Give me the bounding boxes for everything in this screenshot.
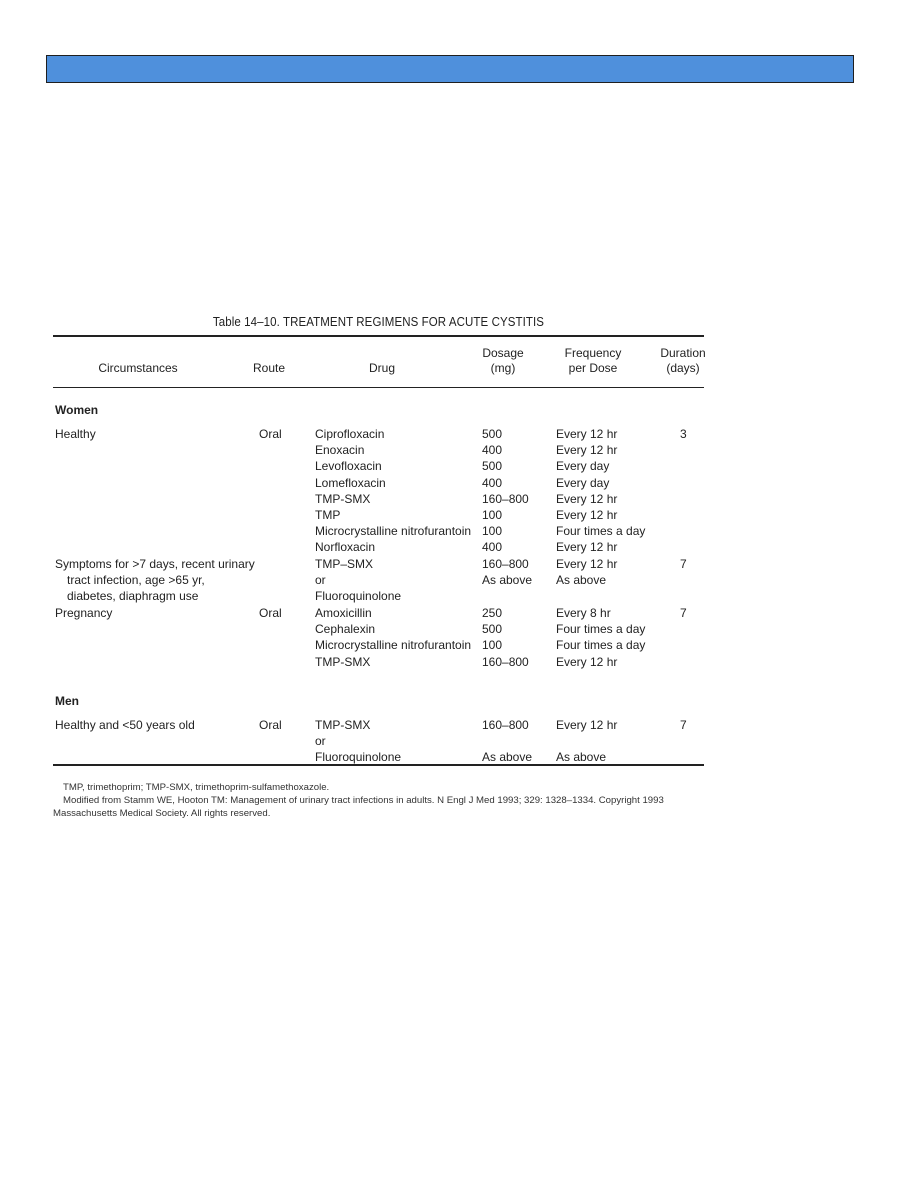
frequency-item: Every 12 hr <box>556 508 618 523</box>
duration-healthy: 3 <box>680 427 687 441</box>
frequency-list-men-healthy <box>556 717 617 766</box>
drug-item: or <box>315 573 326 588</box>
header-duration-line2: (days) <box>666 361 700 375</box>
drug-list-healthy <box>315 426 471 556</box>
section-women: Women <box>55 403 99 417</box>
dosage-list-men-healthy <box>482 717 532 766</box>
frequency-item: As above <box>556 750 607 765</box>
frequency-item: Four times a day <box>556 524 646 539</box>
header-dosage-line1: Dosage <box>482 346 524 360</box>
dosage-item: 500 <box>482 622 503 637</box>
frequency-item: Every 8 hr <box>556 606 611 620</box>
header-dosage <box>473 346 533 376</box>
drug-item: Cephalexin <box>315 622 376 637</box>
dosage-item: 160–800 <box>482 491 529 506</box>
drug-item: Microcrystalline nitrofurantoin <box>315 524 472 539</box>
drug-item: TMP <box>315 508 341 523</box>
drug-item: Lomefloxacin <box>315 475 386 490</box>
frequency-item: Every 12 hr <box>556 443 618 458</box>
circumstance-symptoms <box>55 556 255 605</box>
dosage-list-pregnancy <box>482 605 529 670</box>
drug-list-symptoms <box>315 556 401 605</box>
drug-item: TMP-SMX <box>315 654 371 669</box>
frequency-item: Every 12 hr <box>556 491 618 506</box>
dosage-item: 250 <box>482 606 503 620</box>
drug-item: Levofloxacin <box>315 459 382 474</box>
footnote-abbreviations: TMP, trimethoprim; TMP-SMX, trimethoprim-sulfamethoxazole. <box>63 782 330 793</box>
circumstance-healthy: Healthy <box>55 427 96 441</box>
duration-men-healthy: 7 <box>680 718 687 732</box>
dosage-item: 100 <box>482 638 503 653</box>
dosage-item: 400 <box>482 475 503 490</box>
header-route: Route <box>252 361 286 375</box>
header-frequency-line1: Frequency <box>564 346 622 360</box>
frequency-item: Every 12 hr <box>556 718 618 732</box>
frequency-item: As above <box>556 573 607 588</box>
dosage-item: As above <box>482 750 533 765</box>
circumstance-men-healthy: Healthy and <50 years old <box>55 718 195 732</box>
drug-item: Norfloxacin <box>315 540 376 555</box>
header-dosage-line2: (mg) <box>490 361 516 375</box>
table-body <box>53 388 704 764</box>
dosage-item: 160–800 <box>482 557 529 571</box>
header-bar <box>46 55 854 83</box>
dosage-list-symptoms <box>482 556 532 588</box>
frequency-list-symptoms <box>556 556 617 588</box>
dosage-item: 160–800 <box>482 718 529 732</box>
drug-list-pregnancy <box>315 605 471 670</box>
frequency-item: Four times a day <box>556 622 646 637</box>
circumstance-line: diabetes, diaphragm use <box>67 589 199 604</box>
drug-item: TMP–SMX <box>315 557 374 571</box>
duration-symptoms: 7 <box>680 557 687 571</box>
dosage-item: 500 <box>482 459 503 474</box>
table-header-row <box>53 337 704 387</box>
drug-item: Amoxicillin <box>315 606 372 620</box>
circumstance-pregnancy: Pregnancy <box>55 606 113 620</box>
footnote-source: Modified from Stamm WE, Hooton TM: Management of urinary tract infections in adults. N Engl J Med 1993; 329: 1328–1334. Copyright 1993 Massachusetts Medical Society. All rights reserved. <box>53 795 664 819</box>
drug-list-men-healthy <box>315 717 401 766</box>
header-circumstances: Circumstances <box>98 361 178 375</box>
dosage-item: 100 <box>482 508 503 523</box>
frequency-item: Every day <box>556 459 610 474</box>
dosage-spacer <box>482 733 532 749</box>
dosage-item: 400 <box>482 540 503 555</box>
dosage-item: 500 <box>482 427 503 441</box>
frequency-item: Every 12 hr <box>556 654 618 669</box>
circumstance-line: tract infection, age >65 yr, <box>67 573 205 588</box>
header-duration-line1: Duration <box>660 346 706 360</box>
frequency-item: Every 12 hr <box>556 540 618 555</box>
drug-item: or <box>315 734 326 749</box>
route-pregnancy: Oral <box>259 606 282 620</box>
dosage-item: As above <box>482 573 533 588</box>
frequency-item: Every 12 hr <box>556 557 618 571</box>
header-frequency-line2: per Dose <box>568 361 618 375</box>
dosage-item: 160–800 <box>482 654 529 669</box>
drug-item: TMP-SMX <box>315 491 371 506</box>
drug-item: Ciprofloxacin <box>315 427 385 441</box>
treatment-table <box>53 313 704 766</box>
frequency-item: Every day <box>556 475 610 490</box>
drug-item: Fluoroquinolone <box>315 750 402 765</box>
drug-item: Microcrystalline nitrofurantoin <box>315 638 472 653</box>
circumstance-line: Symptoms for >7 days, recent urinary <box>55 557 255 571</box>
header-duration <box>653 346 713 376</box>
table-footnotes <box>53 781 708 820</box>
frequency-item: Every 12 hr <box>556 427 618 441</box>
header-frequency <box>553 346 633 376</box>
frequency-list-pregnancy <box>556 605 645 670</box>
duration-pregnancy: 7 <box>680 606 687 620</box>
dosage-item: 100 <box>482 524 503 539</box>
route-men-healthy: Oral <box>259 718 282 732</box>
frequency-list-healthy <box>556 426 645 556</box>
route-healthy: Oral <box>259 427 282 441</box>
dosage-item: 400 <box>482 443 503 458</box>
dosage-list-healthy <box>482 426 529 556</box>
section-men: Men <box>55 694 79 708</box>
table-title: Table 14–10. TREATMENT REGIMENS FOR ACUTE CYSTITIS <box>212 315 545 329</box>
drug-item: Enoxacin <box>315 443 365 458</box>
drug-item: Fluoroquinolone <box>315 589 402 604</box>
frequency-item: Four times a day <box>556 638 646 653</box>
frequency-spacer <box>556 733 617 749</box>
header-drug: Drug <box>368 361 395 375</box>
drug-item: TMP-SMX <box>315 718 371 732</box>
